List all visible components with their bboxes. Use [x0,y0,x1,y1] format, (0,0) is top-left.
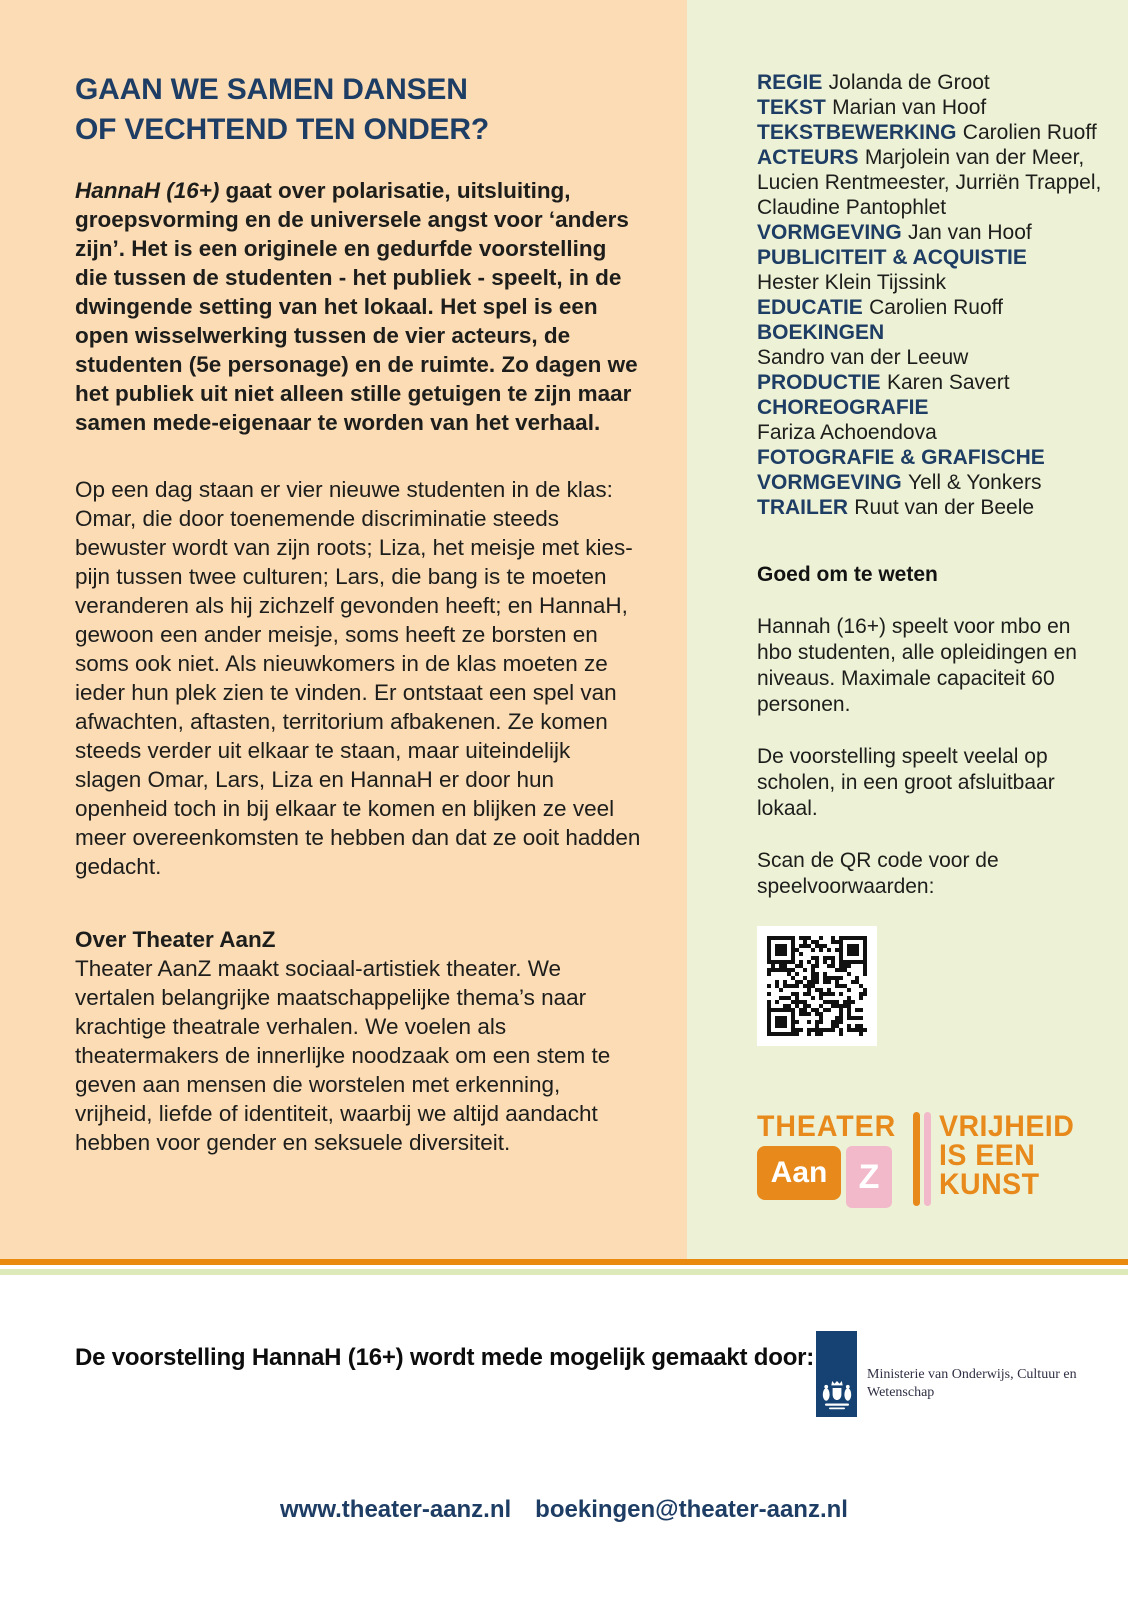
credit-role-label: ACTEURS [757,146,859,169]
credit-line [757,495,1128,520]
credit-line [757,120,1128,145]
theater-aanz-logo [757,1112,1082,1208]
credit-person-name: Carolien Ruoff [869,296,1003,319]
divider-stripe-orange [0,1259,1128,1265]
credit-role-label: VORMGEVING [757,471,902,494]
good-to-know-section [757,562,1097,1046]
credit-line [757,395,1128,420]
credit-role-label: EDUCATIE [757,296,863,319]
credit-person-name: Marjolein van der Meer, [864,146,1085,169]
footer-website-link[interactable]: www.theater-aanz.nl [280,1496,512,1523]
ministry-crest-icon [820,1380,854,1412]
show-name: HannaH (16+) [75,178,220,203]
intro-paragraph [75,176,641,437]
synopsis-paragraph: Op een dag staan er vier nieuwe studenten in de klas: Omar, die door toenemende discriminatie steeds bewuster wordt van zijn roots; Liza, het meisje met kies-pijn tussen twee culturen; Lars, die bang is te moeten veranderen als hij zichzelf gevonden heeft; en HannaH, gewoon een ander meisje, soms heeft ze borsten en soms ook niet. Als nieuwkomers in de klas moeten ze ieder hun plek zien te vinden. Er ontstaat een spel van afwachten, aftasten, territorium afbakenen. Ze komen steeds verder uit elkaar te staan, maar uiteindelijk slagen Omar, Lars, Liza en HannaH er door hun openheid toch in bij elkaar te komen en blijken ze veel meer overeenkomsten te hebben dan dat ze ooit hadden gedacht. [75,477,641,879]
page-title [75,70,642,150]
logo-aan-box: Aan [757,1146,841,1200]
title-line-1: GAAN WE SAMEN DANSEN [75,73,468,106]
credit-person-name: Ruut van der Beele [854,496,1035,519]
credit-line [757,370,1128,395]
credit-role-label: TEKST [757,96,826,119]
credit-role-label: TRAILER [757,496,848,519]
credit-role-label: PUBLICITEIT & ACQUISTIE [757,246,1027,269]
divider-stripe-green [0,1269,1128,1275]
footer-email-link[interactable]: boekingen@theater-aanz.nl [535,1496,848,1523]
credit-line [757,220,1128,245]
credit-person-name: Marian van Hoof [832,96,987,119]
credit-line [757,345,1128,370]
about-paragraph: Theater AanZ maakt sociaal-artistiek theater. We vertalen belangrijke maatschappelijke thema’s naar krachtige theatrale verhalen. We voelen als theatermakers de innerlijke noodzaak om een stem te geven aan mensen die worstelen met erkenning, vrijheid, liefde of identiteit, waarbij we altijd aandacht hebben voor gender en seksuele diversiteit. [75,956,611,1155]
logo-divider-bars-icon [913,1112,931,1206]
credit-person-name: Lucien Rentmeester, Jurriën Trappel, [757,171,1102,194]
credit-person-name: Jan van Hoof [907,221,1032,244]
credit-role-label: TEKSTBEWERKING [757,121,957,144]
credit-role-label: FOTOGRAFIE & GRAFISCHE [757,446,1045,469]
credit-line [757,270,1128,295]
credit-role-label: PRODUCTIE [757,371,881,394]
credit-person-name: Karen Savert [886,371,1010,394]
credit-person-name: Fariza Achoendova [757,421,937,444]
credit-person-name: Yell & Yonkers [907,471,1042,494]
credit-line [757,245,1128,270]
credit-role-label: VORMGEVING [757,221,902,244]
location-paragraph: De voorstelling speelt veelal op scholen, in een groot afsluitbaar lokaal. [757,745,1055,820]
capacity-paragraph: Hannah (16+) speelt voor mbo en hbo studenten, alle opleidingen en niveaus. Maximale capaciteit 60 personen. [757,615,1077,716]
about-heading: Over Theater AanZ [75,927,276,952]
credit-person-name: Jolanda de Groot [828,71,990,94]
credit-person-name: Claudine Pantophlet [757,196,947,219]
credit-line [757,195,1128,220]
logo-boxes [757,1146,903,1208]
logo-z-box: Z [846,1146,892,1208]
credit-person-name: Hester Klein Tijssink [757,271,947,294]
qr-prompt: Scan de QR code voor de speelvoorwaarden: [757,849,999,898]
right-panel [687,0,1128,1259]
credit-line [757,145,1128,170]
tagline-line-2: IS EEN [939,1139,1036,1172]
title-line-2: OF VECHTEND TEN ONDER? [75,113,489,146]
credit-role-label: REGIE [757,71,823,94]
good-to-know-heading: Goed om te weten [757,563,938,586]
credit-role-label: CHOREOGRAFIE [757,396,929,419]
credit-line [757,420,1128,445]
footer [0,1496,1128,1524]
credit-person-name: Carolien Ruoff [962,121,1097,144]
credit-line [757,295,1128,320]
left-panel [0,0,687,1259]
credit-line [757,95,1128,120]
ministry-name: Ministerie van Onderwijs, Cultuur en Wetenschap [867,1367,1077,1400]
intro-text: gaat over polarisatie, uitsluiting, groepsvorming en de universele angst voor ‘anders zijn’. Het is een originele en gedurfde voorstelling die tussen de studenten - het publiek - speelt, in de dwingende setting van het lokaal. Het spel is een open wisselwerking tussen de vier acteurs, de studenten (5e personage) en de ruimte. Zo dagen we het publiek uit niet alleen stille getuigen te zijn maar samen mede-eigenaar te worden van het verhaal. [75,178,638,435]
qr-code [757,926,877,1046]
credits-list [757,70,1128,520]
credit-line [757,470,1128,495]
logo-tagline [939,1112,1074,1199]
credit-line [757,170,1128,195]
credit-line [757,445,1128,470]
credit-role-label: BOEKINGEN [757,321,885,344]
logo-theater-wordmark: THEATER [757,1110,897,1143]
tagline-line-1: VRIJHEID [939,1110,1075,1143]
credit-line [757,70,1128,95]
logo-brand-block [757,1112,903,1208]
credit-person-name: Sandro van der Leeuw [757,346,969,369]
credit-line [757,320,1128,345]
tagline-line-3: KUNST [939,1168,1041,1201]
sponsor-line: De voorstelling HannaH (16+) wordt mede mogelijk gemaakt door: [75,1344,815,1371]
ministry-logo [816,1331,857,1417]
